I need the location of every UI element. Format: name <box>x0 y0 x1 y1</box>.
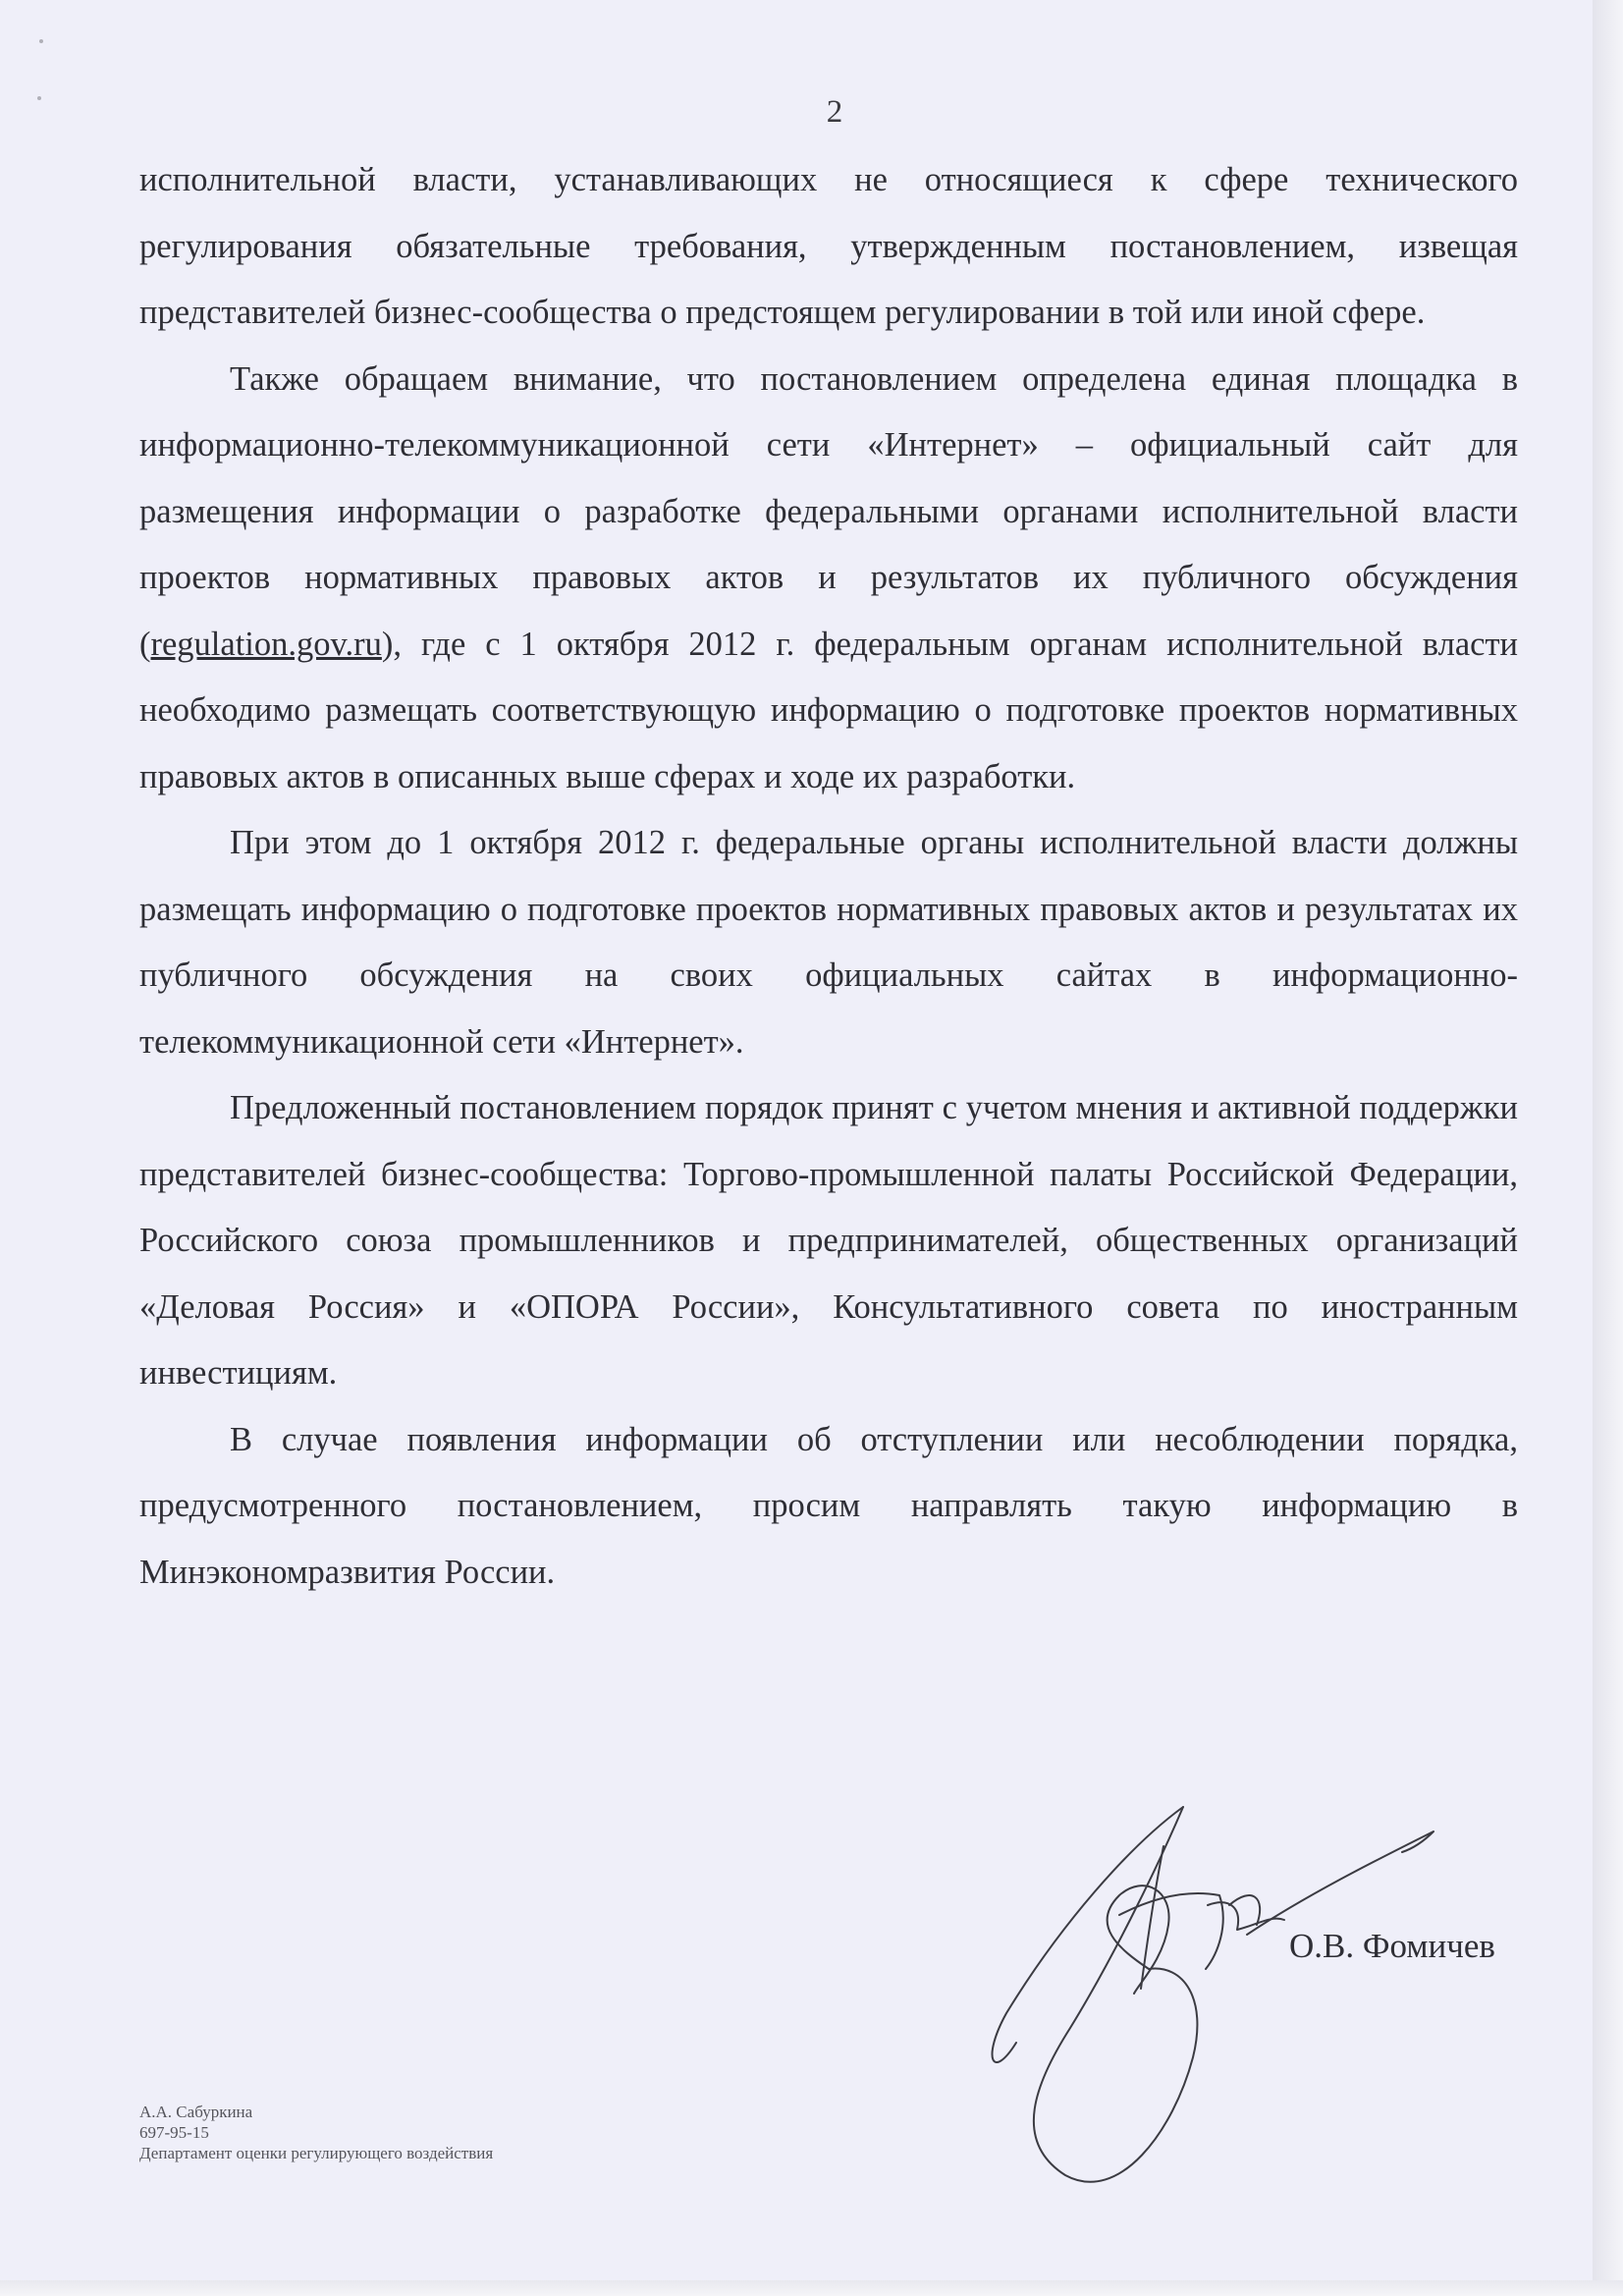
paragraph-text: ), где с 1 октября 2012 г. федеральным органам исполнительной власти необходимо размещать соответствующую информацию о подготовке проектов нормативных правовых актов в описанных выше сферах и ходе их разработки. <box>139 625 1518 795</box>
signatory-name: О.В. Фомичев <box>1289 1927 1495 1965</box>
executor-footer <box>139 2102 493 2163</box>
executor-department: Департамент оценки регулирующего воздействия <box>139 2144 494 2162</box>
paragraph-text: Предложенный постановлением порядок принят с учетом мнения и активной поддержки представителей бизнес-сообщества: Торгово-промышленной палаты Российской Федерации, Российского союза промышленников и предпринимателей, общественных организаций «Деловая Россия» и «ОПОРА России», Консультативного совета по иностранным инвестициям. <box>139 1089 1518 1392</box>
paragraph <box>139 1075 1518 1407</box>
executor-phone: 697-95-15 <box>139 2123 209 2142</box>
scan-speck <box>39 39 43 43</box>
letter-body <box>139 147 1518 1606</box>
scan-edge <box>0 2280 1623 2296</box>
paragraph <box>139 347 1518 811</box>
paragraph <box>139 147 1518 347</box>
paragraph-text: В случае появления информации об отступлении или несоблюдении порядка, предусмотренного постановлением, просим направлять такую информацию в Минэкономразвития России. <box>139 1420 1518 1591</box>
page-number: 2 <box>826 94 843 130</box>
paragraph <box>139 1407 1518 1607</box>
paragraph-text: исполнительной власти, устанавливающих не относящиеся к сфере технического регулирования обязательные требования, утвержденным постановлением, извещая представителей бизнес-сообщества о предстоящем регулировании в той или иной сфере. <box>139 161 1518 331</box>
executor-name: А.А. Сабуркина <box>139 2103 253 2121</box>
paragraph-text: При этом до 1 октября 2012 г. федеральные органы исполнительной власти должны размещать информацию о подготовке проектов нормативных правовых актов и результатах их публичного обсуждения на своих официальных сайтах в информационно-телекоммуникационной сети «Интернет». <box>139 824 1518 1061</box>
paragraph <box>139 810 1518 1075</box>
handwritten-signature <box>972 1787 1443 2210</box>
paragraph-text: Также обращаем внимание, что постановлением определена единая площадка в информационно-телекоммуникационной сети «Интернет» – официальный сайт для размещения информации о разработке федеральными органами исполнительной власти проектов нормативных правовых актов и результатов их публичного обсуждения ( <box>139 359 1518 663</box>
website-link[interactable]: regulation.gov.ru <box>150 625 382 663</box>
scan-edge <box>1593 0 1623 2296</box>
